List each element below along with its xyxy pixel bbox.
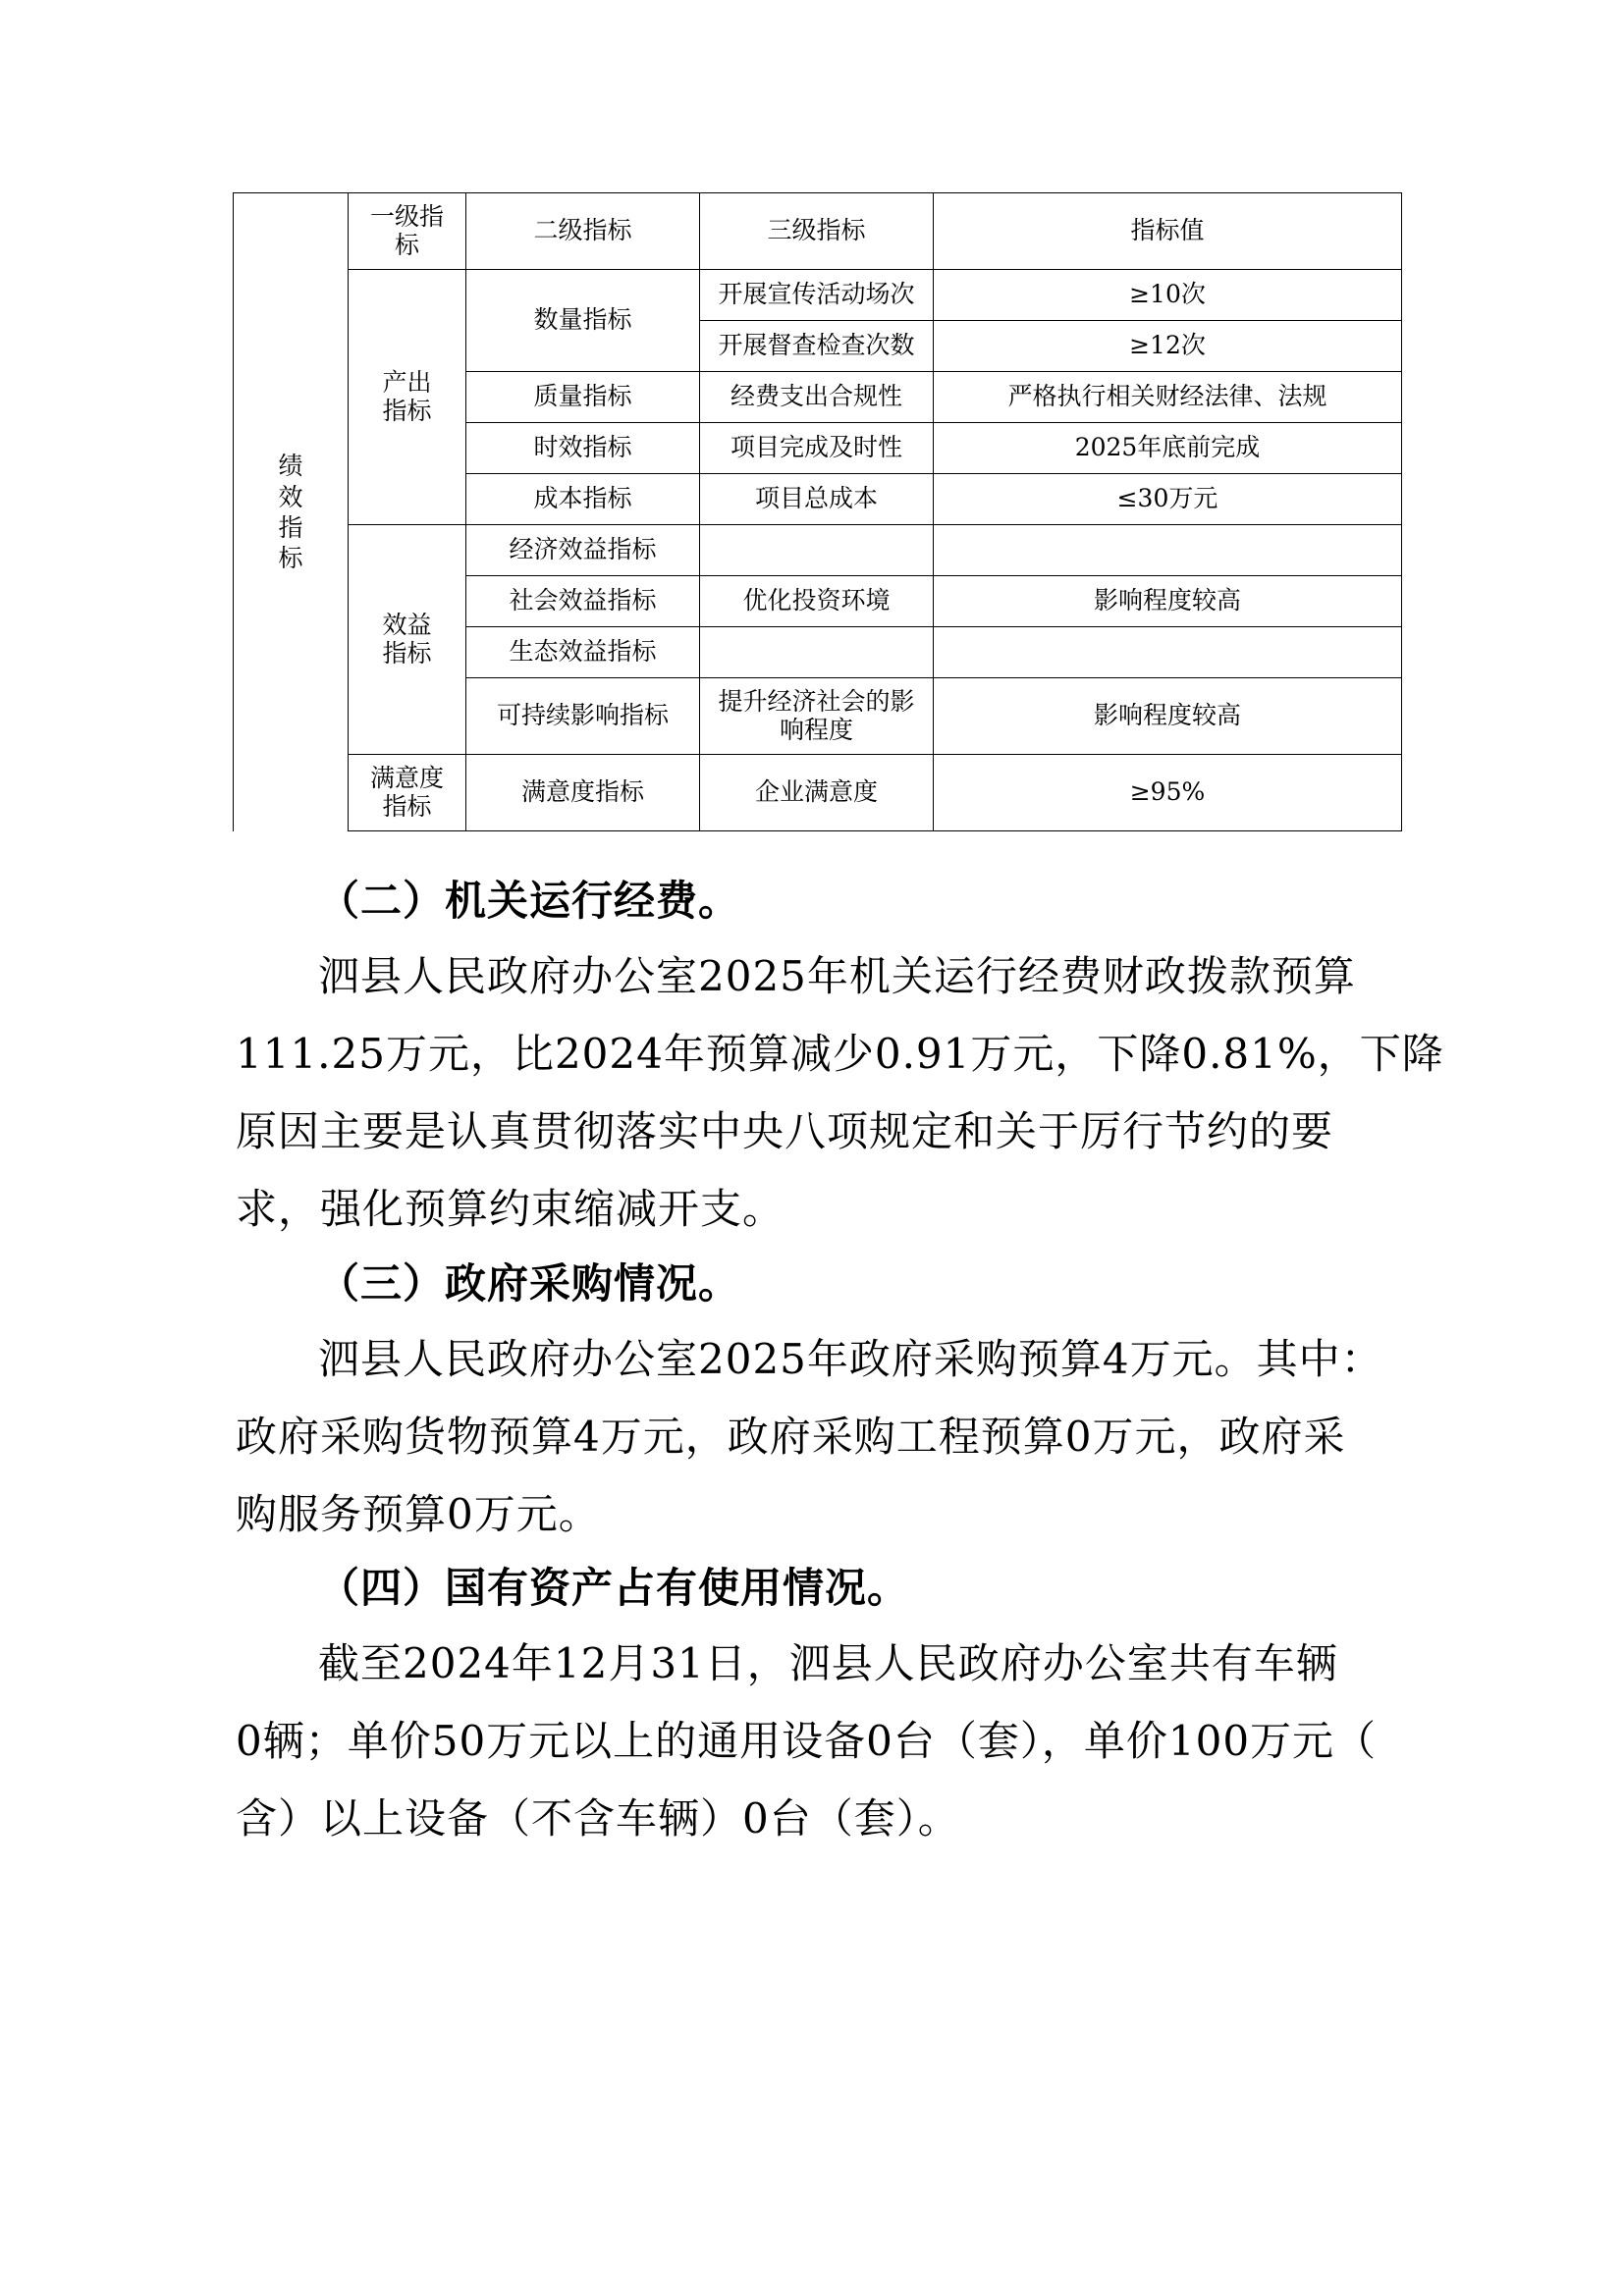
- value-cell: 2025年底前完成: [934, 423, 1402, 474]
- paragraph-line: 111.25万元，比2024年预算减少0.91万元，下降0.81%，下降: [236, 1030, 1444, 1078]
- level2-cell: 可持续影响指标: [466, 678, 700, 755]
- paragraph-line: 原因主要是认真贯彻落实中央八项规定和关于厉行节约的要: [236, 1107, 1334, 1155]
- performance-indicator-table: [233, 192, 1402, 831]
- level2-cell: 满意度指标: [466, 755, 700, 831]
- section-heading-2: （二）机关运行经费。: [318, 877, 741, 925]
- section-heading-3: （三）政府采购情况。: [318, 1259, 741, 1308]
- level3-cell: [700, 627, 934, 678]
- level1-output: [349, 270, 466, 525]
- level1-label: 满意度指标: [369, 763, 444, 821]
- paragraph-line: 求，强化预算约束缩减开支。: [236, 1185, 785, 1233]
- level2-cell: 时效指标: [466, 423, 700, 474]
- paragraph-line: 含）以上设备（不含车辆）0台（套）。: [236, 1794, 960, 1842]
- level3-cell: [700, 525, 934, 576]
- level3-cell: 优化投资环境: [700, 576, 934, 627]
- level1-satisfaction: [349, 755, 466, 831]
- value-cell: ≥10次: [934, 270, 1402, 321]
- paragraph-line: 0辆；单价50万元以上的通用设备0台（套），单价100万元（: [236, 1717, 1378, 1765]
- paragraph-line: 政府采购货物预算4万元，政府采购工程预算0万元，政府采: [236, 1413, 1346, 1461]
- side-label: 绩效指标: [278, 452, 303, 572]
- value-cell: 严格执行相关财经法律、法规: [934, 372, 1402, 423]
- level3-cell: [700, 678, 934, 755]
- level3-wrapped: 提升经济社会的影响程度: [718, 686, 915, 744]
- header-level3: 三级指标: [700, 193, 934, 270]
- section-body-4: [236, 1625, 1404, 1857]
- value-cell: ≥12次: [934, 321, 1402, 372]
- header-level1: 一级指标: [349, 193, 466, 270]
- level3-cell: 项目完成及时性: [700, 423, 934, 474]
- paragraph-line: 购服务预算0万元。: [236, 1490, 601, 1538]
- level3-cell: 项目总成本: [700, 474, 934, 525]
- value-cell: [934, 525, 1402, 576]
- paragraph-line: 泗县人民政府办公室2025年政府采购预算4万元。其中：: [318, 1335, 1383, 1383]
- header-level2: 二级指标: [466, 193, 700, 270]
- value-cell: ≥95%: [934, 755, 1402, 831]
- value-cell: 影响程度较高: [934, 678, 1402, 755]
- paragraph-line: 泗县人民政府办公室2025年机关运行经费财政拨款预算: [318, 952, 1356, 1000]
- table-row: [234, 525, 1402, 576]
- value-cell: ≤30万元: [934, 474, 1402, 525]
- value-cell: [934, 627, 1402, 678]
- table-row: [234, 755, 1402, 831]
- level2-cell: 生态效益指标: [466, 627, 700, 678]
- level3-cell: 企业满意度: [700, 755, 934, 831]
- level2-cell: 成本指标: [466, 474, 700, 525]
- value-cell: 影响程度较高: [934, 576, 1402, 627]
- level2-cell: 经济效益指标: [466, 525, 700, 576]
- level3-cell: 开展宣传活动场次: [700, 270, 934, 321]
- level2-cell: 社会效益指标: [466, 576, 700, 627]
- paragraph-line: 截至2024年12月31日，泗县人民政府办公室共有车辆: [318, 1639, 1338, 1687]
- section-body-3: [236, 1320, 1404, 1553]
- level3-cell: 经费支出合规性: [700, 372, 934, 423]
- level1-label: 产出指标: [382, 367, 432, 425]
- level2-cell: 质量指标: [466, 372, 700, 423]
- section-heading-4: （四）国有资产占有使用情况。: [318, 1564, 910, 1612]
- section-body-2: [236, 937, 1444, 1248]
- level2-cell: 数量指标: [466, 270, 700, 372]
- header-value: 指标值: [934, 193, 1402, 270]
- side-label-cell: [234, 193, 349, 831]
- table-row: [234, 270, 1402, 321]
- table-header-row: [234, 193, 1402, 270]
- level1-label: 效益指标: [382, 610, 432, 667]
- level3-cell: 开展督查检查次数: [700, 321, 934, 372]
- level1-benefit: [349, 525, 466, 755]
